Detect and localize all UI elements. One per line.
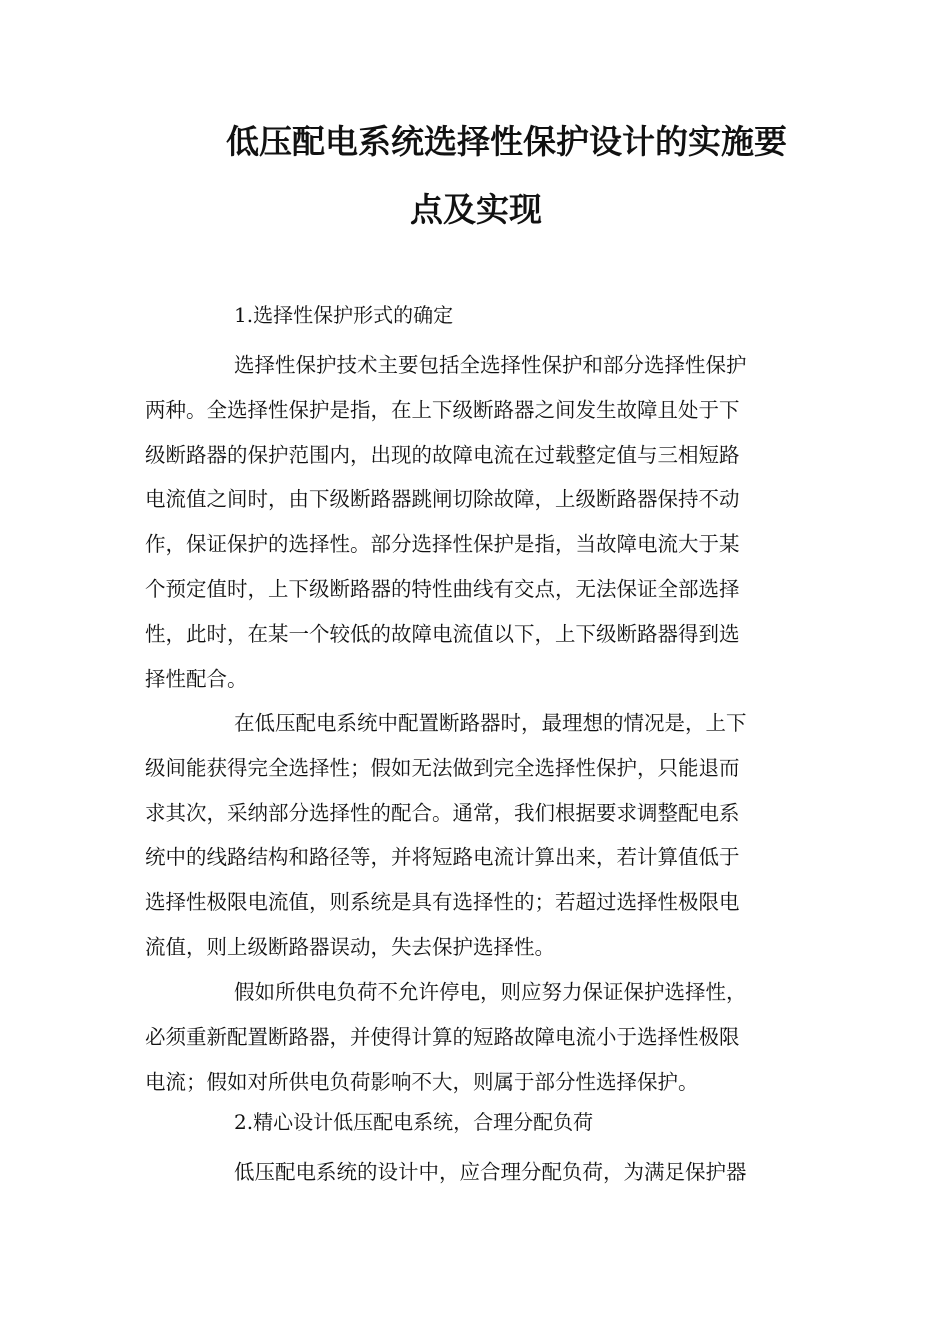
paragraph-line: 性，此时，在某一个较低的故障电流值以下，上下级断路器得到选 — [145, 621, 740, 646]
document-title-line-1: 低压配电系统选择性保护设计的实施要 — [226, 122, 787, 161]
paragraph-line: 级间能获得完全选择性；假如无法做到完全选择性保护，只能退而 — [145, 755, 740, 780]
paragraph-line: 择性配合。 — [145, 666, 248, 691]
paragraph-1 — [145, 343, 809, 701]
paragraph-3 — [145, 970, 809, 1104]
document-title-line-2: 点及实现 — [410, 190, 542, 229]
paragraph-line: 级断路器的保护范围内，出现的故障电流在过载整定值与三相短路 — [145, 442, 740, 467]
paragraph-line: 选择性极限电流值，则系统是具有选择性的；若超过选择性极限电 — [145, 890, 740, 915]
paragraph-4 — [145, 1150, 809, 1195]
paragraph-line: 在低压配电系统中配置断路器时，最理想的情况是，上下 — [234, 711, 747, 735]
paragraph-line: 作，保证保护的选择性。部分选择性保护是指，当故障电流大于某 — [145, 532, 740, 557]
section-heading-1: 1.选择性保护形式的确定 — [234, 303, 454, 327]
paragraph-line: 假如所供电负荷不允许停电，则应努力保证保护选择性， — [234, 980, 747, 1004]
paragraph-line: 个预定值时，上下级断路器的特性曲线有交点，无法保证全部选择 — [145, 576, 740, 601]
section-heading-2: 2.精心设计低压配电系统，合理分配负荷 — [234, 1110, 594, 1134]
paragraph-2 — [145, 701, 809, 970]
paragraph-line: 电流值之间时，由下级断路器跳闸切除故障，上级断路器保持不动 — [145, 487, 740, 512]
paragraph-line: 必须重新配置断路器，并使得计算的短路故障电流小于选择性极限 — [145, 1024, 740, 1049]
paragraph-line: 统中的线路结构和路径等，并将短路电流计算出来，若计算值低于 — [145, 845, 740, 870]
paragraph-line: 流值，则上级断路器误动，失去保护选择性。 — [145, 934, 555, 959]
paragraph-line: 选择性保护技术主要包括全选择性保护和部分选择性保护 — [234, 353, 747, 377]
paragraph-line: 电流；假如对所供电负荷影响不大，则属于部分性选择保护。 — [145, 1069, 699, 1094]
paragraph-line: 求其次，采纳部分选择性的配合。通常，我们根据要求调整配电系 — [145, 800, 740, 825]
paragraph-line: 低压配电系统的设计中，应合理分配负荷，为满足保护器 — [234, 1160, 747, 1184]
paragraph-line: 两种。全选择性保护是指，在上下级断路器之间发生故障且处于下 — [145, 397, 740, 422]
